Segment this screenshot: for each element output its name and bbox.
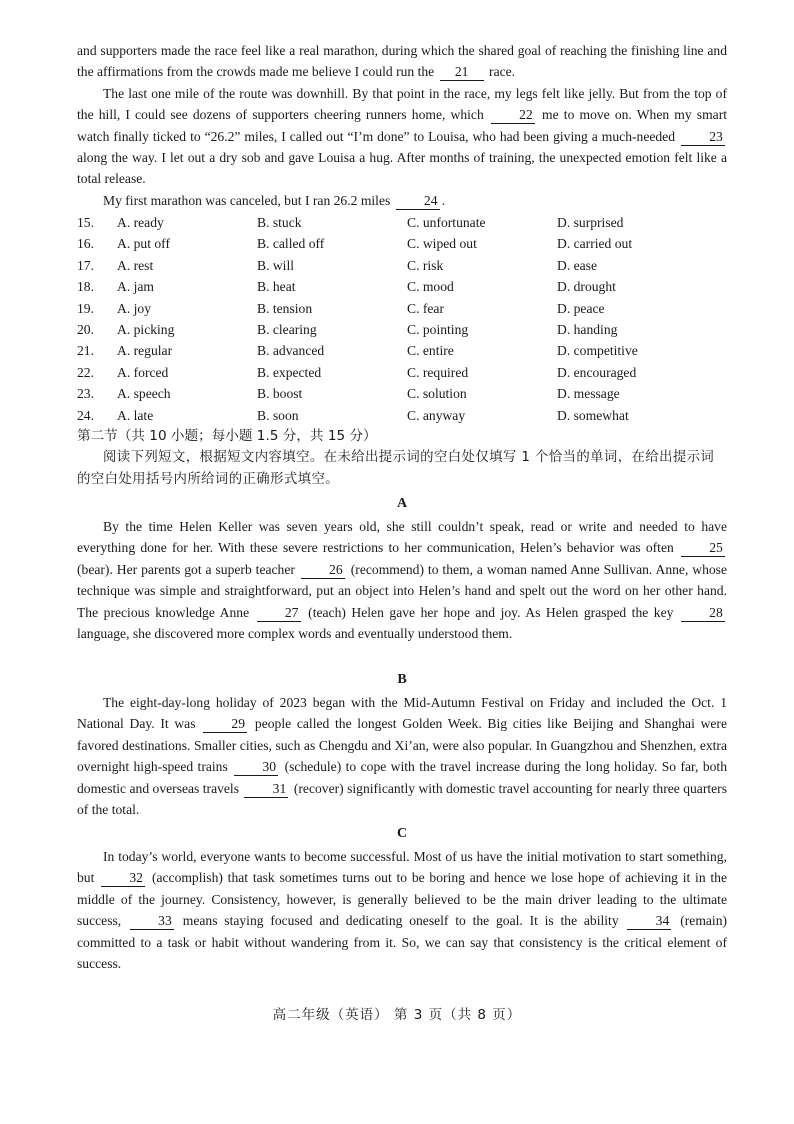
text-segment: (bear). Her parents got a superb teacher [77,561,295,577]
text-segment: The last one mile of the route was downhill. By that point in the race, my legs felt like jelly. But from the top of the hill, I could see dozens of supporters cheering runners home, which [77,85,727,123]
option-b: B. advanced [257,343,325,359]
option-c: C. entire [407,343,454,359]
option-b: B. soon [257,407,299,423]
option-row [77,255,727,276]
option-d: D. ease [557,257,598,273]
question-number: 15. [77,215,94,230]
option-c: C. pointing [407,321,469,337]
passage-c-label: C [396,826,408,841]
option-c: C. risk [407,257,444,273]
option-row [77,340,727,361]
blank-27: 27 [257,605,301,622]
option-d: D. somewhat [557,407,629,423]
option-row [77,383,727,404]
question-number: 17. [77,257,94,273]
option-a: A. regular [117,343,173,359]
blank-26: 26 [301,562,345,579]
blank-30: 30 [234,759,278,776]
paragraph [77,516,727,644]
option-a: A. late [117,407,154,423]
blank-23: 23 [681,129,725,146]
question-number: 24. [77,407,94,423]
page-footer: 高二年级（英语） 第 3 页（共 8 页） [272,1007,522,1023]
text-segment: . [441,192,446,208]
passage-b-label: B [397,672,407,687]
text-segment: me to move on. When my smart watch finally ticked to “26.2” miles, I called out “I’m done” to Louisa, who had been giving a much-needed [77,107,727,144]
text-segment: and supporters made the race feel like a real marathon, during which the shared goal of reaching the finishing line and the affirmations from the crowds made me believe I could run the [77,43,727,80]
question-number: 22. [77,364,94,380]
option-d: D. peace [557,300,605,316]
blank-21: 21 [440,64,484,81]
option-a: A. rest [117,257,154,273]
text-segment: (accomplish) that task sometimes turns out to be boring and hence we lose hope of achieving it in the middle of the journey. Consistency, however, is generally believed to be the main driver leading to the ultimate success, [77,870,727,929]
option-row [77,405,727,426]
option-b: B. called off [257,236,325,252]
text-segment: language, she discovered more complex words and eventually understood them. [77,626,513,642]
paragraph-2 [77,83,727,190]
option-b: B. clearing [257,321,317,337]
passage-a [77,516,727,644]
option-row [77,362,727,383]
option-row [77,233,727,254]
option-a: A. speech [117,386,171,402]
question-number: 16. [77,236,94,252]
option-a: A. jam [117,279,154,295]
option-c: C. anyway [407,407,466,423]
passage-a-label: A [396,496,408,511]
option-a: A. put off [117,236,170,252]
text-segment: By the time Helen Keller was seven years old, she still couldn’t speak, read or write and needed to have everything done for her. With these severe restrictions to her communication, Helen’s behavior was often [77,519,727,556]
text-segment: (remain) committed to a task or habit without wandering from it. So, we can say that consistency is the critical element of success. [77,913,728,972]
question-number: 23. [77,386,94,402]
paragraph-3 [77,190,727,211]
blank-22: 22 [491,107,535,124]
passage-c [77,846,727,974]
option-b: B. heat [257,279,296,295]
option-b: B. stuck [257,215,302,230]
question-number: 21. [77,343,94,359]
blank-31: 31 [244,781,288,798]
option-d: D. message [557,386,620,402]
option-d: D. competitive [557,343,638,359]
blank-32: 32 [101,870,145,887]
paragraph [77,692,727,820]
option-row [77,319,727,340]
option-b: B. tension [257,300,313,316]
option-a: A. joy [117,300,151,316]
question-number: 18. [77,279,94,295]
blank-33: 33 [130,913,174,930]
option-a: A. picking [117,321,175,337]
option-row [77,276,727,297]
option-c: C. fear [407,300,444,316]
option-d: D. drought [557,279,616,295]
text-segment: means staying focused and dedicating oneself to the goal. It is the ability [182,913,619,929]
passage-b [77,692,727,820]
blank-34: 34 [627,913,671,930]
section-title: 第二节（共 10 小题；每小题 1.5 分，共 15 分） [77,428,377,444]
option-c: C. mood [407,279,454,295]
option-b: B. will [257,257,295,273]
options-list [77,212,727,426]
option-b: B. boost [257,386,303,402]
option-d: D. handing [557,321,618,337]
question-number: 19. [77,300,94,316]
option-a: A. ready [117,215,164,230]
text-segment: (teach) Helen gave her hope and joy. As Helen grasped the key [308,604,674,620]
option-b: B. expected [257,364,322,380]
blank-29: 29 [203,716,247,733]
text-segment: My first marathon was canceled, but I ran 26.2 miles [103,192,391,208]
passage-continuation [77,40,727,211]
text-segment: along the way. I let out a dry sob and gave Louisa a hug. After months of training, the unexpected emotion felt like a total release. [77,150,727,187]
blank-24: 24 [396,193,440,210]
option-d: D. encouraged [557,364,637,380]
text-segment: In today’s world, everyone wants to become successful. Most of us have the initial motivation to start something, but [77,849,727,886]
option-c: C. unfortunate [407,215,486,230]
paragraph [77,846,727,974]
option-a: A. forced [117,364,169,380]
question-number: 20. [77,321,94,337]
paragraph-1 [77,40,727,83]
option-c: C. solution [407,386,467,402]
text-segment: (recommend) to them, a woman named Anne Sullivan. Anne, whose technique was simple and straightforward, put an object into Helen’s hand and spelt out the word on her other hand. The precious knowledge Anne [77,561,727,620]
blank-28: 28 [681,605,725,622]
option-c: C. wiped out [407,236,477,252]
text-segment: (schedule) to cope with the travel increase during the long holiday. So far, both domestic and overseas travels [77,759,728,796]
option-row [77,212,727,233]
text-segment: (recover) significantly with domestic travel accounting for nearly three quarters of the total. [77,780,727,818]
option-d: D. surprised [557,215,624,230]
section-instruction: 阅读下列短文，根据短文内容填空。在未给出提示词的空白处仅填写 1 个恰当的单词，在给出提示词的空白处用括号内所给词的正确形式填空。 [77,450,715,487]
option-row [77,298,727,319]
text-segment: The eight-day-long holiday of 2023 began with the Mid-Autumn Festival on Friday and included the Oct. 1 National Day. It was [77,695,727,732]
text-segment: race. [489,64,516,80]
blank-25: 25 [681,540,725,557]
option-c: C. required [407,364,469,380]
option-d: D. carried out [557,236,633,252]
text-segment: people called the longest Golden Week. Big cities like Beijing and Shanghai were favored destinations. Smaller cities, such as Chengdu and Xi’an, were also popular. In Guangzhou and Shenzhen, extra overnight high-speed trains [77,716,727,775]
